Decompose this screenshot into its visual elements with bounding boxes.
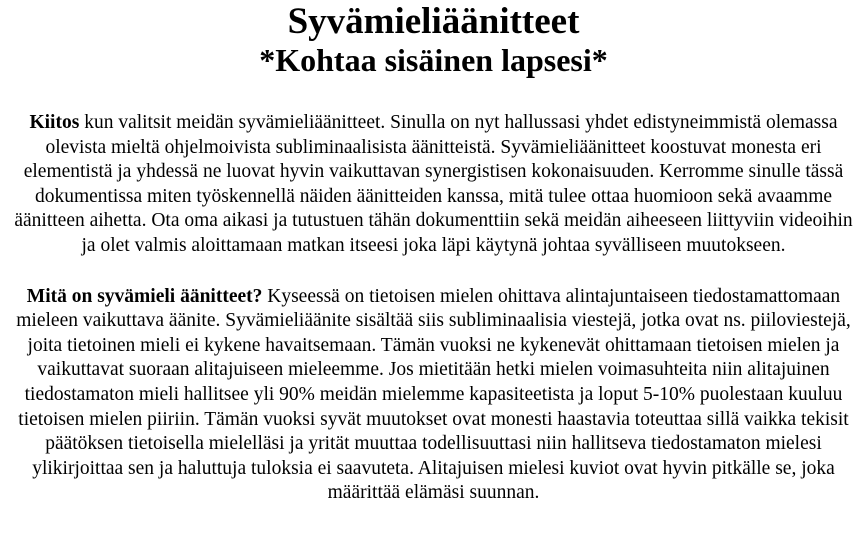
definition-paragraph: [6, 285, 861, 506]
definition-paragraph-body: Kyseessä on tietoisen mielen ohittava alintajuntaiseen tiedostamattomaan mieleen vaikuttava äänite. Syvämieliäänite sisältää siis subliminaalisia viestejä, jotka ovat ns. piiloviestejä, joita tietoinen mieli ei kykene havaitsemaan. Tämän vuoksi ne kykenevät ohittamaan tietoisen mielen ja vaikuttavat suoraan alitajuiseen mieleemme. Jos mietitään hetki mielen voimasuhteita niin alitajuinen tiedostamaton mieli hallitsee yli 90% meidän mielemme kapasiteetista ja loput 5-10% puolestaan kuuluu tietoisen mielen piiriin. Tämän vuoksi syvät muutokset ovat monesti haastavia toteuttaa sillä vaikka tekisit päätöksen tietoisella mielelläsi ja yrität muuttaa todellisuuttasi niin hallitseva tiedostamaton mielesi ylikirjoittaa sen ja haluttuja tuloksia ei saavuteta. Alitajuisen mielesi kuviot ovat hyvin pitkälle se, joka määrittää elämäsi suunnan.: [16, 285, 851, 504]
document-subtitle: *Kohtaa sisäinen lapsesi*: [259, 42, 608, 78]
document-title: Syvämieliäänitteet: [287, 1, 580, 42]
definition-paragraph-lead: Mitä on syvämieli äänitteet?: [26, 285, 263, 307]
intro-paragraph-lead: Kiitos: [29, 112, 80, 133]
intro-paragraph-body: kun valitsit meidän syvämieliäänitteet. Sinulla on nyt hallussasi yhdet edistyneimmistä olemassa olevista mieltä ohjelmoivista subliminaalisista äänitteistä. Syvämieliäänitteet koostuvat monesta eri elementistä ja yhdessä ne luovat hyvin vaikuttavan synergistisen kokonaisuuden. Kerromme sinulle tässä dokumentissa miten työskennellä näiden äänitteiden kanssa, mitä tulee ottaa huomioon sekä avaamme äänitteen aihetta. Ota oma aikasi ja tutustuen tähän dokumenttiin sekä meidän aiheeseen liittyviin videoihin ja olet valmis aloittamaan matkan itseesi joka läpi käytynä johtaa syvälliseen muutokseen.: [14, 112, 853, 256]
intro-paragraph: [6, 111, 861, 259]
